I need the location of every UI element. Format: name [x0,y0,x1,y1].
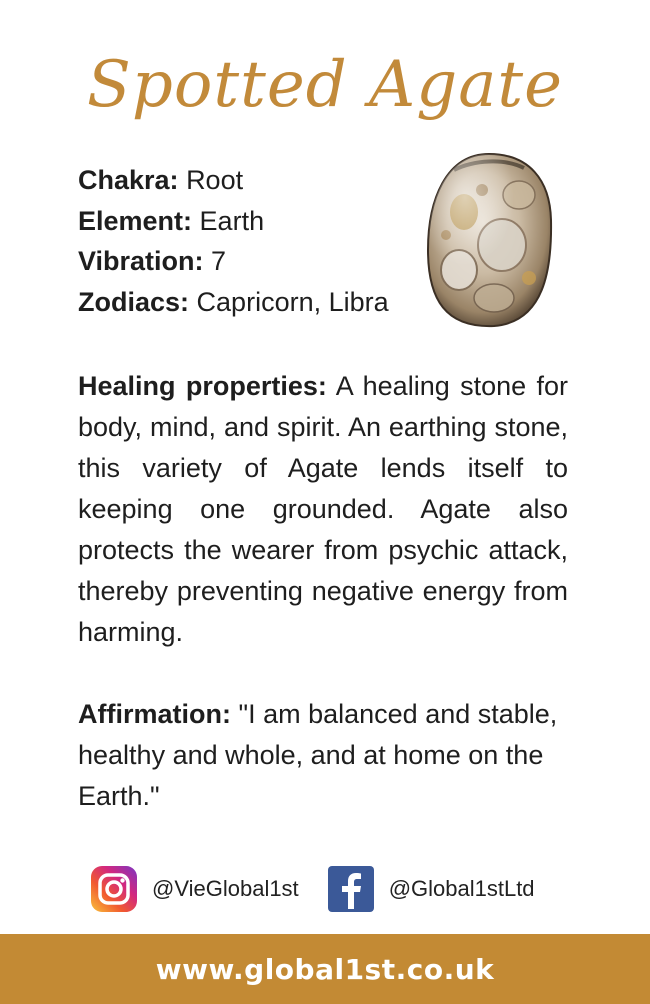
page-title: Spotted Agate [87,48,563,122]
attribute-label: Vibration: [78,246,204,276]
healing-text: A healing stone for body, mind, and spirit. An earthing stone, this variety of Agate lends itself to keeping one grounded. Agate also protects the wearer from psychic attack, thereby preventing negative energy from harming. [78,371,569,647]
attribute-value: Capricorn, Libra [196,286,389,317]
agate-stone-image [424,150,554,330]
facebook-handle[interactable]: @Global1stLtd [388,876,535,901]
attribute-label: Element: [78,205,193,236]
attribute-vibration [78,241,418,282]
affirmation-label: Affirmation: [78,699,231,729]
healing-label: Healing properties: [78,371,327,401]
attribute-value: Root [186,165,244,195]
website-link[interactable]: www.global1st.co.uk [155,952,495,986]
healing-properties-paragraph [78,366,568,653]
attribute-list [78,160,418,322]
instagram-icon[interactable] [90,865,138,913]
footer-bar [0,934,650,1004]
attribute-chakra [78,160,418,201]
attribute-label: Zodiacs: [78,286,190,317]
attribute-value: Earth [199,205,265,236]
facebook-icon[interactable] [327,865,375,913]
social-links [90,864,570,914]
attribute-element [78,201,418,242]
affirmation-text: "I am balanced and stable, healthy and whole, and at home on the Earth." [78,699,558,811]
attribute-zodiacs [78,282,418,323]
attribute-value: 7 [211,246,227,276]
affirmation-paragraph [78,694,568,817]
instagram-handle[interactable]: @VieGlobal1st [152,876,299,901]
attribute-label: Chakra: [78,165,179,195]
